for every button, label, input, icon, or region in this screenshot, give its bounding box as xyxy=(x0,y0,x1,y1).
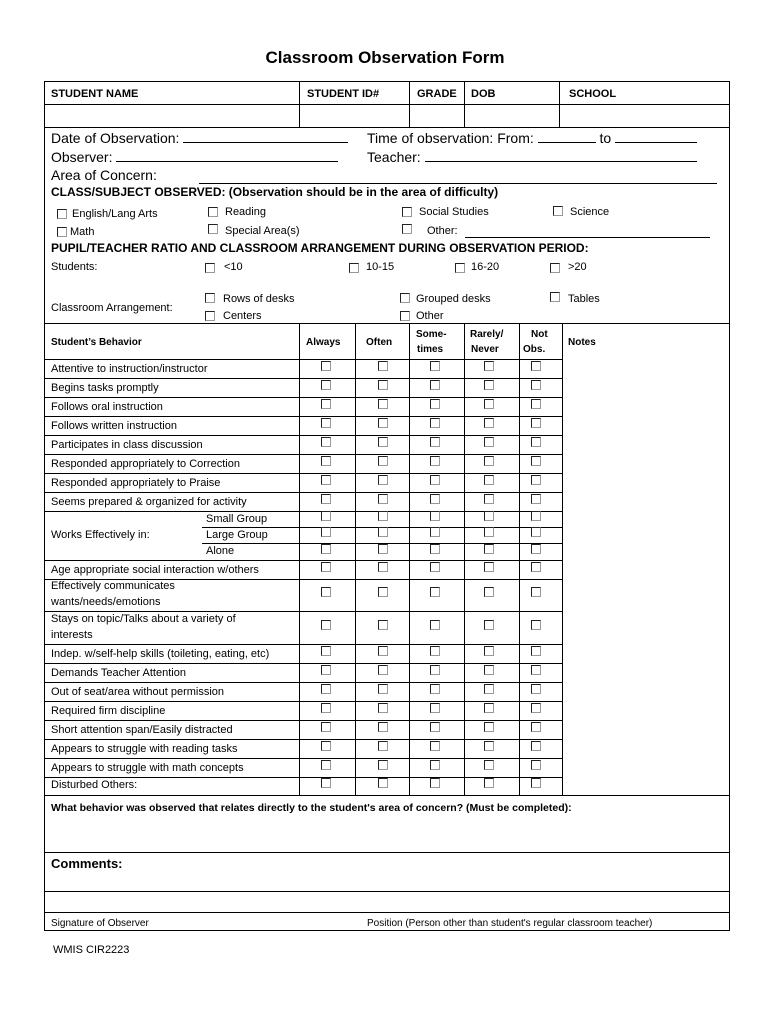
tables-checkbox[interactable] xyxy=(550,292,560,302)
time-to-label: to xyxy=(599,130,612,146)
behavior-row-label: Participates in class discussion xyxy=(51,439,203,451)
rating-checkbox[interactable] xyxy=(484,703,494,713)
area-label: Area of Concern: xyxy=(51,167,157,183)
student-name-input[interactable] xyxy=(47,106,297,125)
behavior-row-label: Stays on topic/Talks about a variety of xyxy=(51,613,236,625)
ratio-10-15-checkbox[interactable] xyxy=(349,263,359,273)
form-code: WMIS CIR2223 xyxy=(53,944,130,956)
rating-checkbox[interactable] xyxy=(321,684,331,694)
other-arrangement-checkbox[interactable] xyxy=(400,311,410,321)
rating-checkbox[interactable] xyxy=(484,456,494,466)
special-area-label: Special Area(s) xyxy=(225,225,300,237)
rating-checkbox[interactable] xyxy=(484,760,494,770)
behavior-row-label: Age appropriate social interaction w/others xyxy=(51,564,259,576)
rating-checkbox[interactable] xyxy=(430,646,440,656)
row-divider xyxy=(45,644,562,645)
english-checkbox[interactable] xyxy=(57,209,67,219)
sometimes-col-header-2: times xyxy=(417,344,444,355)
math-label: Math xyxy=(70,226,95,238)
row-divider xyxy=(45,378,562,379)
col-divider xyxy=(464,323,465,795)
behavior-row-label-cont: interests xyxy=(51,629,93,641)
rating-checkbox[interactable] xyxy=(378,418,388,428)
behavior-row-label: Appears to struggle with math concepts xyxy=(51,762,244,774)
rating-checkbox[interactable] xyxy=(378,562,388,572)
behavior-row-label: Responded appropriately to Correction xyxy=(51,458,240,470)
rating-checkbox[interactable] xyxy=(531,684,541,694)
row-divider xyxy=(45,579,562,580)
grouped-desks-checkbox[interactable] xyxy=(400,293,410,303)
rating-checkbox[interactable] xyxy=(484,684,494,694)
not-obs-col-header-1: Not xyxy=(531,329,548,340)
rating-checkbox[interactable] xyxy=(321,620,331,630)
rating-checkbox[interactable] xyxy=(430,527,440,537)
rating-checkbox[interactable] xyxy=(321,741,331,751)
rating-checkbox[interactable] xyxy=(321,418,331,428)
rating-checkbox[interactable] xyxy=(378,456,388,466)
student-id-input[interactable] xyxy=(302,106,407,125)
science-checkbox[interactable] xyxy=(553,206,563,216)
rating-checkbox[interactable] xyxy=(378,399,388,409)
row-divider xyxy=(45,663,562,664)
ratio-lt10-label: <10 xyxy=(224,261,243,273)
rating-checkbox[interactable] xyxy=(531,760,541,770)
observed-behavior-question: What behavior was observed that relates directly to the student's area of concern? (Must be completed): xyxy=(51,802,572,814)
rating-checkbox[interactable] xyxy=(378,527,388,537)
area-field[interactable] xyxy=(199,183,717,184)
rating-checkbox[interactable] xyxy=(378,475,388,485)
comments-label: Comments: xyxy=(51,856,123,871)
class-subject-heading: CLASS/SUBJECT OBSERVED: (Observation should be in the area of difficulty) xyxy=(51,185,499,199)
comments-field[interactable] xyxy=(47,874,728,890)
ratio-10-15-label: 10-15 xyxy=(366,261,395,273)
rating-checkbox[interactable] xyxy=(531,418,541,428)
large-group-label: Large Group xyxy=(206,529,268,541)
centers-checkbox[interactable] xyxy=(205,311,215,321)
rating-checkbox[interactable] xyxy=(378,722,388,732)
rating-checkbox[interactable] xyxy=(430,380,440,390)
rating-checkbox[interactable] xyxy=(531,511,541,521)
rating-checkbox[interactable] xyxy=(484,722,494,732)
rating-checkbox[interactable] xyxy=(531,562,541,572)
small-group-label: Small Group xyxy=(206,513,268,525)
behavior-row-label: Appears to struggle with reading tasks xyxy=(51,743,238,755)
other-subject-checkbox[interactable] xyxy=(402,224,412,234)
rating-checkbox[interactable] xyxy=(430,760,440,770)
date-label: Date of Observation: xyxy=(51,130,180,146)
rarely-col-header-2: Never xyxy=(471,344,499,355)
rating-checkbox[interactable] xyxy=(321,544,331,554)
rating-checkbox[interactable] xyxy=(321,760,331,770)
always-col-header: Always xyxy=(306,337,341,348)
behavior-row-label: Short attention span/Easily distracted xyxy=(51,724,233,736)
date-field[interactable] xyxy=(183,129,348,143)
rating-checkbox[interactable] xyxy=(484,511,494,521)
rating-checkbox[interactable] xyxy=(531,380,541,390)
behavior-row-label: Demands Teacher Attention xyxy=(51,667,186,679)
rating-checkbox[interactable] xyxy=(378,511,388,521)
other-arrangement-label: Other xyxy=(416,310,444,322)
rating-checkbox[interactable] xyxy=(378,380,388,390)
rating-checkbox[interactable] xyxy=(531,665,541,675)
rating-checkbox[interactable] xyxy=(531,620,541,630)
rating-checkbox[interactable] xyxy=(321,587,331,597)
math-checkbox[interactable] xyxy=(57,227,67,237)
rating-checkbox[interactable] xyxy=(484,361,494,371)
arrangement-label: Classroom Arrangement: xyxy=(51,302,173,314)
rating-checkbox[interactable] xyxy=(484,646,494,656)
rating-checkbox[interactable] xyxy=(531,544,541,554)
rarely-col-header-1: Rarely/ xyxy=(470,329,504,340)
rating-checkbox[interactable] xyxy=(484,587,494,597)
rating-checkbox[interactable] xyxy=(531,475,541,485)
rating-checkbox[interactable] xyxy=(378,684,388,694)
form-title: Classroom Observation Form xyxy=(265,48,505,67)
signature-label: Signature of Observer xyxy=(51,918,149,929)
rating-checkbox[interactable] xyxy=(484,475,494,485)
time-to-field[interactable] xyxy=(615,129,697,143)
not-obs-col-header-2: Obs. xyxy=(523,344,546,355)
rating-checkbox[interactable] xyxy=(531,456,541,466)
behavior-row-label: Seems prepared & organized for activity xyxy=(51,496,247,508)
position-label: Position (Person other than student's regular classroom teacher) xyxy=(367,918,653,929)
rating-checkbox[interactable] xyxy=(321,562,331,572)
rating-checkbox[interactable] xyxy=(484,437,494,447)
col-grade: GRADE xyxy=(417,88,457,100)
rating-checkbox[interactable] xyxy=(321,361,331,371)
english-label: English/Lang Arts xyxy=(72,208,158,220)
teacher-field[interactable] xyxy=(425,148,697,162)
rating-checkbox[interactable] xyxy=(430,620,440,630)
behavior-row-label: Attentive to instruction/instructor xyxy=(51,363,208,375)
observer-field[interactable] xyxy=(116,148,338,162)
works-effectively-label: Works Effectively in: xyxy=(51,529,150,541)
other-subject-field[interactable] xyxy=(465,237,710,238)
behavior-row-label: Indep. w/self-help skills (toileting, eating, etc) xyxy=(51,648,270,660)
rating-checkbox[interactable] xyxy=(531,399,541,409)
row-divider xyxy=(45,416,562,417)
row-divider xyxy=(45,611,562,612)
rating-checkbox[interactable] xyxy=(531,527,541,537)
rows-of-desks-label: Rows of desks xyxy=(223,293,295,305)
behavior-row-label: Out of seat/area without permission xyxy=(51,686,225,698)
rating-checkbox[interactable] xyxy=(321,527,331,537)
often-col-header: Often xyxy=(366,337,393,348)
ratio-lt10-checkbox[interactable] xyxy=(205,263,215,273)
rating-checkbox[interactable] xyxy=(531,646,541,656)
form-frame xyxy=(44,81,730,931)
rating-checkbox[interactable] xyxy=(430,494,440,504)
col-student-name: STUDENT NAME xyxy=(51,88,139,100)
social-studies-checkbox[interactable] xyxy=(402,207,412,217)
teacher-label: Teacher: xyxy=(367,149,421,165)
rating-checkbox[interactable] xyxy=(378,778,388,788)
rating-checkbox[interactable] xyxy=(484,620,494,630)
rating-checkbox[interactable] xyxy=(321,665,331,675)
rating-checkbox[interactable] xyxy=(378,665,388,675)
rating-checkbox[interactable] xyxy=(484,778,494,788)
ratio-gt20-label: >20 xyxy=(568,261,587,273)
rating-checkbox[interactable] xyxy=(531,703,541,713)
col-divider xyxy=(409,323,410,795)
row-divider xyxy=(45,492,562,493)
dob-input[interactable] xyxy=(467,106,557,125)
rating-checkbox[interactable] xyxy=(378,741,388,751)
row-divider xyxy=(45,359,562,360)
col-divider xyxy=(355,323,356,795)
rating-checkbox[interactable] xyxy=(321,646,331,656)
behavior-row-label: Follows written instruction xyxy=(51,420,177,432)
row-divider xyxy=(45,397,562,398)
rating-checkbox[interactable] xyxy=(378,544,388,554)
rating-checkbox[interactable] xyxy=(321,399,331,409)
behavior-col-header: Student’s Behavior xyxy=(51,337,142,348)
sometimes-col-header-1: Some- xyxy=(416,329,447,340)
col-school: SCHOOL xyxy=(569,88,617,100)
rating-checkbox[interactable] xyxy=(321,778,331,788)
date-row xyxy=(51,129,348,147)
rating-checkbox[interactable] xyxy=(430,703,440,713)
rating-checkbox[interactable] xyxy=(531,722,541,732)
observer-row xyxy=(51,148,338,166)
rating-checkbox[interactable] xyxy=(430,741,440,751)
rating-checkbox[interactable] xyxy=(430,456,440,466)
rating-checkbox[interactable] xyxy=(484,562,494,572)
behavior-row-label-cont: wants/needs/emotions xyxy=(51,596,161,608)
rating-checkbox[interactable] xyxy=(484,544,494,554)
alone-label: Alone xyxy=(206,545,235,557)
rating-checkbox[interactable] xyxy=(484,665,494,675)
reading-checkbox[interactable] xyxy=(208,207,218,217)
teacher-row xyxy=(367,148,697,166)
rating-checkbox[interactable] xyxy=(321,511,331,521)
col-divider xyxy=(519,323,520,795)
school-input[interactable] xyxy=(562,106,728,125)
time-from-field[interactable] xyxy=(538,129,596,143)
rating-checkbox[interactable] xyxy=(430,361,440,371)
tables-label: Tables xyxy=(568,293,600,305)
reading-label: Reading xyxy=(225,206,266,218)
time-row xyxy=(367,129,697,147)
rating-checkbox[interactable] xyxy=(430,511,440,521)
rating-checkbox[interactable] xyxy=(321,494,331,504)
rating-checkbox[interactable] xyxy=(321,380,331,390)
rating-checkbox[interactable] xyxy=(531,437,541,447)
row-divider xyxy=(45,739,562,740)
rating-checkbox[interactable] xyxy=(430,722,440,732)
rating-checkbox[interactable] xyxy=(430,587,440,597)
row-divider xyxy=(45,560,562,561)
rating-checkbox[interactable] xyxy=(321,703,331,713)
rating-checkbox[interactable] xyxy=(430,778,440,788)
row-divider xyxy=(45,758,562,759)
other-subject-label: Other: xyxy=(427,225,458,237)
special-area-checkbox[interactable] xyxy=(208,224,218,234)
rating-checkbox[interactable] xyxy=(321,722,331,732)
rating-checkbox[interactable] xyxy=(484,494,494,504)
col-divider xyxy=(562,323,563,795)
rows-of-desks-checkbox[interactable] xyxy=(205,293,215,303)
behavior-row-label: Begins tasks promptly xyxy=(51,382,159,394)
rating-checkbox[interactable] xyxy=(430,418,440,428)
ratio-heading: PUPIL/TEACHER RATIO AND CLASSROOM ARRANGEMENT DURING OBSERVATION PERIOD: xyxy=(51,241,589,255)
students-label: Students: xyxy=(51,261,98,273)
rating-checkbox[interactable] xyxy=(430,665,440,675)
rating-checkbox[interactable] xyxy=(484,418,494,428)
rating-checkbox[interactable] xyxy=(321,456,331,466)
col-divider xyxy=(299,323,300,795)
rating-checkbox[interactable] xyxy=(484,527,494,537)
rating-checkbox[interactable] xyxy=(321,437,331,447)
rating-checkbox[interactable] xyxy=(484,380,494,390)
rating-checkbox[interactable] xyxy=(430,475,440,485)
rating-checkbox[interactable] xyxy=(430,399,440,409)
rating-checkbox[interactable] xyxy=(378,646,388,656)
rating-checkbox[interactable] xyxy=(378,620,388,630)
behavior-row-label: Disturbed Others: xyxy=(51,779,138,791)
rating-checkbox[interactable] xyxy=(321,475,331,485)
col-dob: DOB xyxy=(471,88,496,100)
grade-input[interactable] xyxy=(412,106,462,125)
behavior-row-label: Required firm discipline xyxy=(51,705,166,717)
rating-checkbox[interactable] xyxy=(531,494,541,504)
ratio-16-20-checkbox[interactable] xyxy=(455,263,465,273)
col-student-id: STUDENT ID# xyxy=(307,88,380,100)
observed-behavior-field[interactable] xyxy=(47,818,728,850)
rating-checkbox[interactable] xyxy=(531,778,541,788)
time-label: Time of observation: From: xyxy=(367,130,534,146)
rating-checkbox[interactable] xyxy=(378,760,388,770)
rating-checkbox[interactable] xyxy=(531,361,541,371)
row-divider xyxy=(45,682,562,683)
row-divider xyxy=(45,454,562,455)
rating-checkbox[interactable] xyxy=(430,437,440,447)
rating-checkbox[interactable] xyxy=(484,399,494,409)
science-label: Science xyxy=(570,206,610,218)
grouped-desks-label: Grouped desks xyxy=(416,293,491,305)
notes-col-header: Notes xyxy=(568,337,596,348)
behavior-row-label: Responded appropriately to Praise xyxy=(51,477,221,489)
rating-checkbox[interactable] xyxy=(430,684,440,694)
rating-checkbox[interactable] xyxy=(531,587,541,597)
row-divider xyxy=(45,720,562,721)
ratio-gt20-checkbox[interactable] xyxy=(550,263,560,273)
behavior-row-label: Follows oral instruction xyxy=(51,401,163,413)
behavior-row-label: Effectively communicates xyxy=(51,580,175,592)
rating-checkbox[interactable] xyxy=(378,437,388,447)
rating-checkbox[interactable] xyxy=(378,361,388,371)
observer-label: Observer: xyxy=(51,149,113,165)
ratio-16-20-label: 16-20 xyxy=(471,261,500,273)
rating-checkbox[interactable] xyxy=(430,562,440,572)
social-studies-label: Social Studies xyxy=(419,206,489,218)
rating-checkbox[interactable] xyxy=(378,494,388,504)
rating-checkbox[interactable] xyxy=(378,703,388,713)
rating-checkbox[interactable] xyxy=(378,587,388,597)
row-divider xyxy=(45,323,730,324)
row-divider xyxy=(45,473,562,474)
rating-checkbox[interactable] xyxy=(484,741,494,751)
row-divider xyxy=(45,435,562,436)
centers-label: Centers xyxy=(223,310,262,322)
row-divider xyxy=(45,701,562,702)
rating-checkbox[interactable] xyxy=(430,544,440,554)
rating-checkbox[interactable] xyxy=(531,741,541,751)
